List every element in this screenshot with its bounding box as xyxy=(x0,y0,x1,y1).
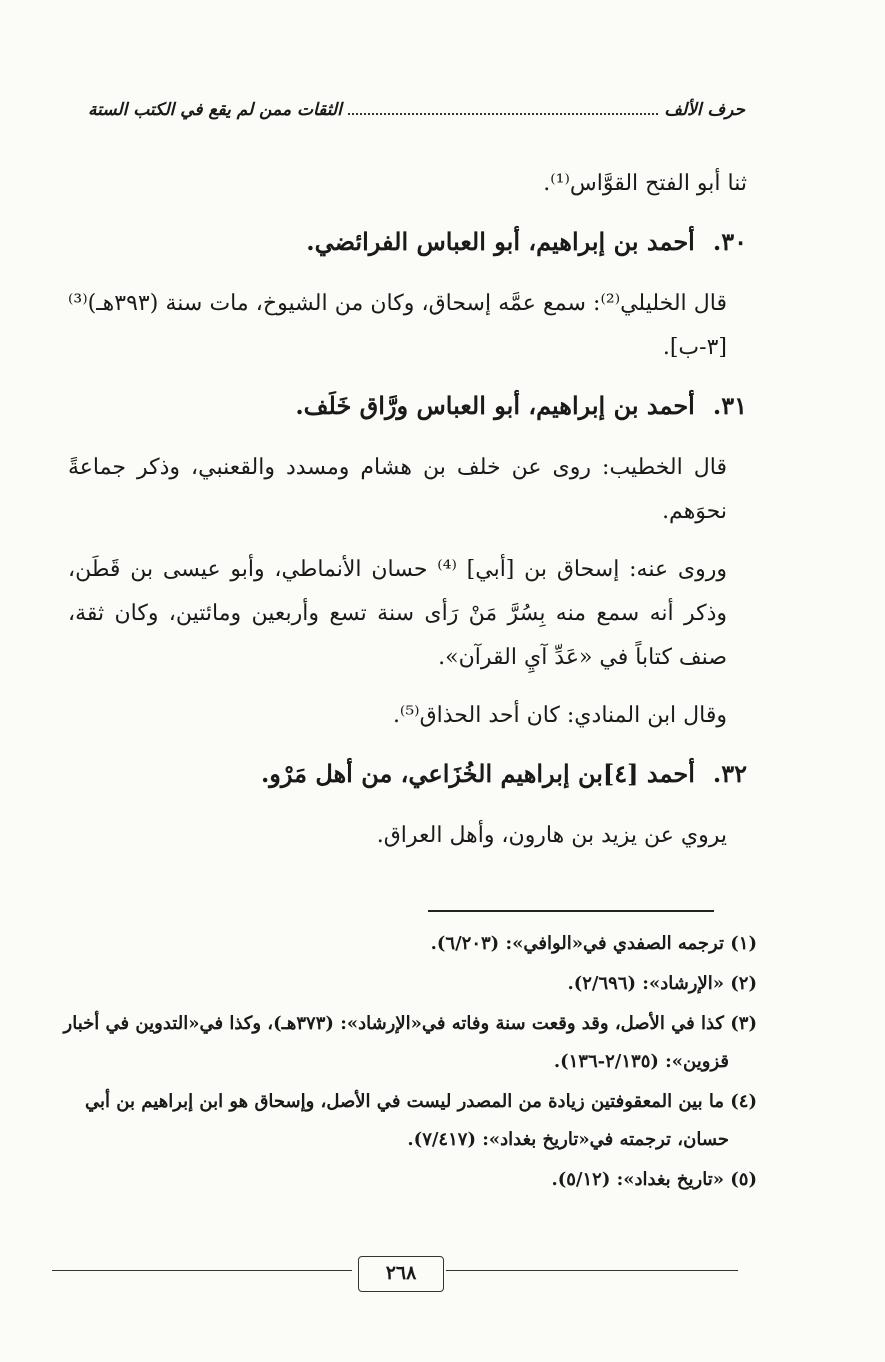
entry-heading-31 xyxy=(68,384,747,428)
page-number: ٢٦٨ xyxy=(358,1256,444,1292)
footnote-text: كذا في الأصل، وقد وقعت سنة وفاته في«الإرشاد»: (٣٧٣هـ)، وكذا في«التدوين في أخبار xyxy=(63,1013,724,1034)
footnote-5 xyxy=(40,1161,757,1199)
chapter-title: حرف الألف xyxy=(664,100,745,120)
entry-name: أحمد بن إبراهيم، أبو العباس ورَّاق خَلَف. xyxy=(295,391,695,420)
entry-number: ٣٢. xyxy=(712,759,747,788)
entry-paragraph: قال الخليلي⁽²⁾: سمع عمَّه إسحاق، وكان من الشيوخ، مات سنة (٣٩٣هـ)⁽³⁾ [٣-ب]. xyxy=(68,291,727,360)
entry-number: ٣٠. xyxy=(712,227,747,256)
footnote-number: (٥) xyxy=(730,1169,757,1190)
footnote-4 xyxy=(40,1083,757,1159)
footnotes xyxy=(40,925,757,1201)
footnote-text: «الإرشاد»: (٢/٦٩٦). xyxy=(567,973,724,994)
entry-paragraph: يروي عن يزيد بن هارون، وأهل العراق. xyxy=(376,823,727,848)
entry-number: ٣١. xyxy=(712,391,747,420)
footnote-text: ما بين المعقوفتين زيادة من المصدر ليست في الأصل، وإسحاق هو ابن إبراهيم بن أبي xyxy=(85,1091,724,1112)
entry-name: أحمد [٤]بن إبراهيم الخُزَاعي، من أهل مَرْو. xyxy=(260,759,695,788)
main-text xyxy=(68,162,747,858)
entry-paragraph: وروى عنه: إسحاق بن [أبي] ⁽⁴⁾ حسان الأنماطي، وأبو عيسى بن قَطَن، وذكر أنه سمع منه بِسُرَّ مَنْ رَأى سنة تسع وأربعين ومائتين، وكان ثقة، صنف كتاباً في «عَدِّ آيِ القرآن». xyxy=(68,557,727,670)
running-header xyxy=(88,100,745,130)
footnote-continuation: حسان، ترجمته في«تاريخ بغداد»: (٧/٤١٧). xyxy=(407,1129,729,1150)
footnote-number: (٣) xyxy=(730,1013,757,1034)
footnote-2 xyxy=(40,965,757,1003)
entry-paragraph: قال الخطيب: روى عن خلف بن هشام ومسدد والقعنبي، وذكر جماعةً نحوَهم. xyxy=(68,455,727,524)
footnote-text: «تاريخ بغداد»: (٥/١٢). xyxy=(551,1169,724,1190)
footnote-text: ترجمه الصفدي في«الوافي»: (٦/٢٠٣). xyxy=(430,933,724,954)
footnote-continuation: قزوين»: (٢/١٣٥-١٣٦). xyxy=(553,1051,729,1072)
header-leader-dots xyxy=(348,101,659,115)
footnote-3 xyxy=(40,1005,757,1081)
footnote-separator xyxy=(428,910,714,912)
carryover-line: ثنا أبو الفتح القوَّاس⁽¹⁾. xyxy=(543,171,747,196)
footnote-number: (٢) xyxy=(730,973,757,994)
entry-name: أحمد بن إبراهيم، أبو العباس الفرائضي. xyxy=(306,227,695,256)
entry-paragraph: وقال ابن المنادي: كان أحد الحذاق⁽⁵⁾. xyxy=(392,703,727,728)
entry-heading-30 xyxy=(68,220,747,264)
entry-heading-32 xyxy=(68,752,747,796)
footnote-1 xyxy=(40,925,757,963)
bottom-rule-right xyxy=(446,1270,738,1271)
footnote-number: (١) xyxy=(730,933,757,954)
bottom-rule-left xyxy=(52,1270,352,1271)
footnote-number: (٤) xyxy=(730,1091,757,1112)
book-title: الثقات ممن لم يقع في الكتب الستة xyxy=(88,100,342,120)
